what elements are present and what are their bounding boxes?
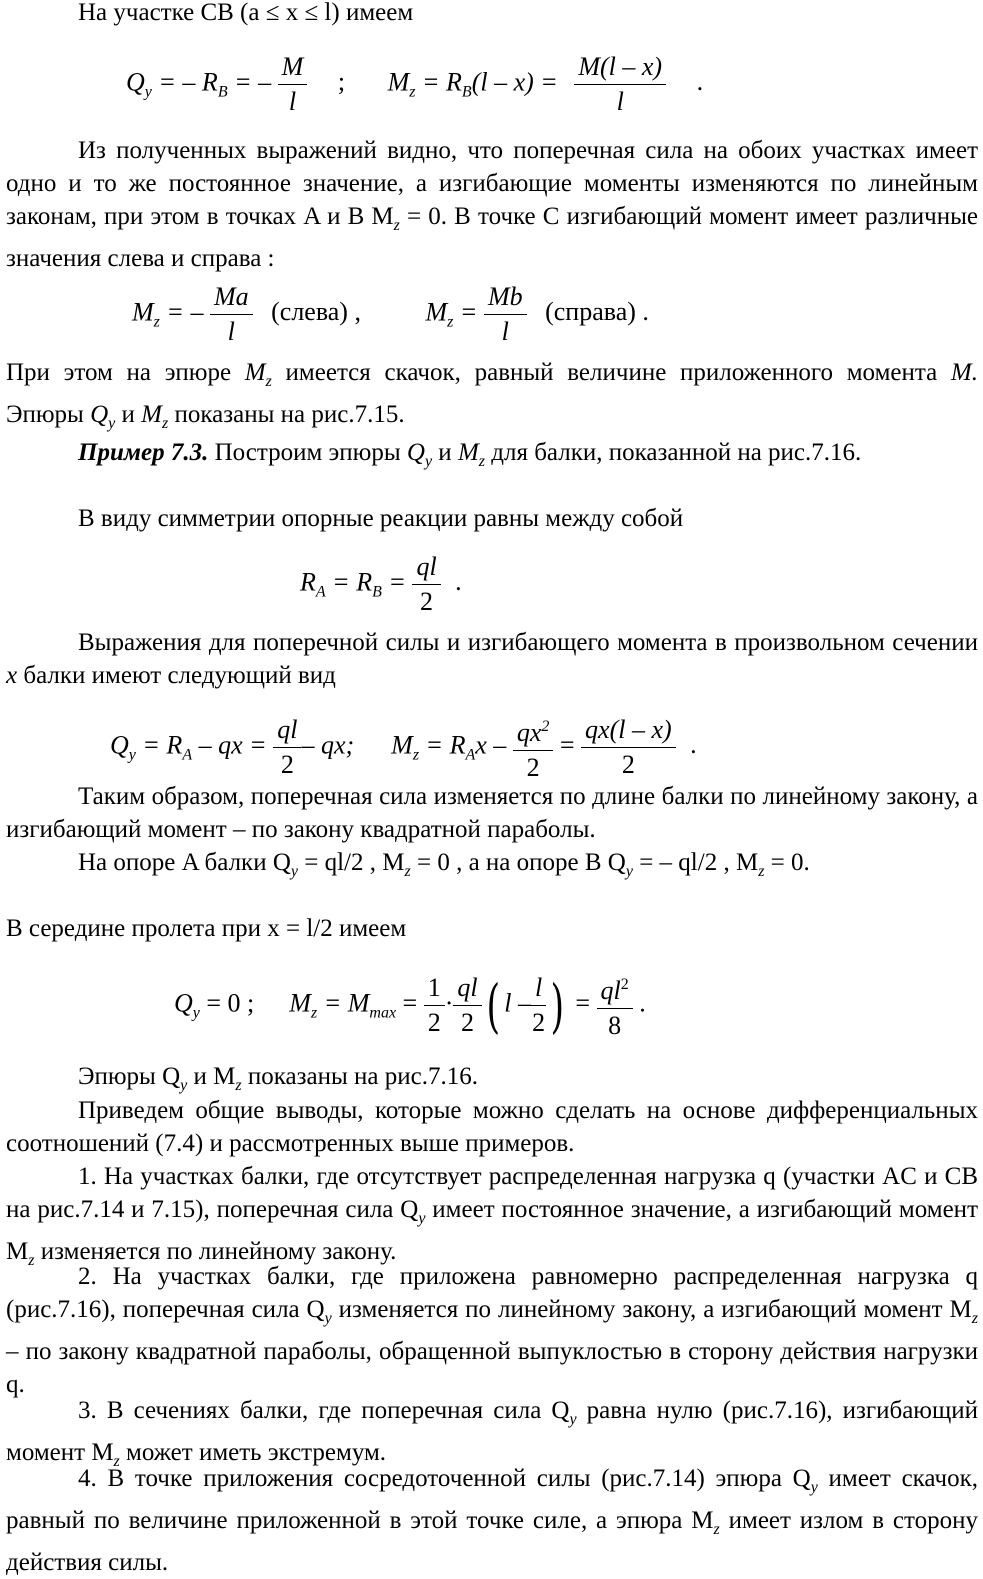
eq1-frac2-num: M(l – x) bbox=[574, 50, 666, 85]
eq4-e: x – bbox=[475, 730, 507, 760]
eq3-dot: . bbox=[455, 567, 462, 597]
item1-a: 1. На участках балки, где отсутствует распределенная нагрузка q (участки AC и CB на рис.7.14 и 7.15), поперечная сила Q bbox=[6, 1163, 978, 1223]
conclusion-item-4 bbox=[6, 1462, 978, 1579]
eq3-mid: = R bbox=[332, 567, 373, 597]
eq5-frac1 bbox=[424, 971, 445, 1040]
eq4-frac2-num bbox=[513, 710, 554, 751]
eq2-frac1-den: l bbox=[227, 317, 235, 346]
eq1-frac1-num: M bbox=[278, 50, 308, 85]
eq4-frac3 bbox=[581, 713, 676, 782]
para2-q-sub: y bbox=[108, 415, 116, 432]
para2-b: имеется скачок, равный величине приложенного момента bbox=[271, 359, 951, 386]
epure-sub: y bbox=[180, 1077, 188, 1094]
paragraph-6 bbox=[6, 1094, 978, 1160]
eq4-frac3-num: qx(l – x) bbox=[581, 713, 676, 748]
para5-b: = ql/2 , M bbox=[298, 849, 405, 876]
eq4-q: Q bbox=[110, 730, 129, 760]
para1-text: Из полученных выражений видно, что поперечная сила на обоих участках имеет одно и то же постоянное значение, а изгибающие моменты изменяются по линейным законам, при этом в точках A и B M bbox=[6, 137, 978, 230]
eq3-ra: R bbox=[300, 567, 316, 597]
para3-text: Выражения для поперечной силы и изгибающего момента в произвольном сечении bbox=[78, 629, 978, 656]
eq5-a: = 0 ; bbox=[206, 988, 255, 1018]
item4-b: имеет скачок, равный по величине приложенной в этой точке силе, а эпюра M bbox=[6, 1465, 978, 1534]
eq2-m1-sub: z bbox=[153, 313, 160, 331]
para1-sub: z bbox=[393, 217, 400, 234]
item3-b: равна нулю (рис.7.16), изгибающий момент M bbox=[6, 1397, 978, 1466]
eq5-frac2 bbox=[453, 971, 481, 1040]
paragraph-1 bbox=[6, 134, 978, 275]
midspan-text: В середине пролета при x = l/2 имеем bbox=[6, 915, 407, 942]
item2-sub: y bbox=[324, 1310, 332, 1327]
item2-b: изменяется по линейному закону, а изгибающий момент M bbox=[331, 1296, 972, 1323]
para6-text: Приведем общие выводы, которые можно сделать на основе дифференциальных соотношений (7.4) и рассмотренных выше примеров. bbox=[6, 1097, 978, 1157]
eq2-frac1 bbox=[210, 280, 253, 349]
para5-e: = 0. bbox=[764, 849, 810, 876]
eq5-frac4-sup: 2 bbox=[620, 976, 629, 993]
para2-q: Q bbox=[90, 401, 109, 428]
eq3-eq: = bbox=[388, 567, 406, 597]
paragraph-4 bbox=[6, 780, 978, 846]
epure-c: показаны на рис.7.16. bbox=[241, 1063, 478, 1090]
eq4-frac2-sup: 2 bbox=[541, 718, 550, 735]
para2-m-sub: z bbox=[265, 373, 272, 390]
eq1-rb: = – R bbox=[158, 67, 218, 97]
eq5-frac3 bbox=[531, 971, 546, 1040]
ex-c: для балки, показанной на рис.7.16. bbox=[485, 439, 862, 466]
eq5-c: = bbox=[402, 988, 418, 1018]
para3-x: x bbox=[6, 662, 18, 689]
para5-sub2: z bbox=[404, 863, 411, 880]
eq2-frac1-num: Ma bbox=[210, 280, 253, 315]
eq5-l: l – bbox=[504, 988, 531, 1018]
item2-c: – по закону квадратной параболы, обращенной выпуклостью в сторону действия нагрузки q. bbox=[6, 1338, 978, 1398]
intro-line bbox=[78, 0, 413, 29]
ex-q-sub: y bbox=[424, 453, 433, 470]
eq5-m-sub: z bbox=[310, 1004, 318, 1022]
eq2-frac2-den: l bbox=[501, 317, 509, 346]
item1-b: имеет постоянное значение, а изгибающий момент M bbox=[6, 1196, 978, 1265]
eq1-q: Q bbox=[126, 67, 145, 97]
eq2-eq1: = – bbox=[166, 297, 204, 327]
ex-m: M bbox=[457, 439, 479, 466]
eq5-q-sub: y bbox=[192, 1004, 200, 1022]
eq4-frac2 bbox=[513, 710, 554, 785]
item4-sub: y bbox=[810, 1479, 818, 1496]
para5-c: = 0 , а на опоре B Q bbox=[410, 849, 626, 876]
para2-m3-sub: z bbox=[162, 415, 169, 432]
eq4-frac1-den: 2 bbox=[280, 750, 294, 779]
item1-sub: y bbox=[418, 1210, 426, 1227]
equation-5 bbox=[174, 968, 646, 1043]
equation-3 bbox=[300, 550, 462, 619]
eq5-frac1-den: 2 bbox=[427, 1008, 441, 1037]
eq1-dot: . bbox=[696, 67, 704, 97]
eq2-right-note: (справа) . bbox=[545, 297, 649, 327]
paragraph-3 bbox=[6, 626, 978, 692]
eq2-frac2-num: Mb bbox=[484, 280, 527, 315]
eq1-rb-sub: B bbox=[217, 83, 228, 101]
example-title: Пример 7.3. bbox=[78, 439, 209, 466]
eq3-rb-sub: B bbox=[372, 583, 382, 601]
item3-a: 3. В сечениях балки, где поперечная сила Q bbox=[78, 1397, 570, 1424]
eq4-d: = R bbox=[425, 730, 466, 760]
para5-sub: y bbox=[290, 863, 298, 880]
eq5-frac2-den: 2 bbox=[461, 1008, 474, 1037]
para5-sub4: z bbox=[758, 863, 765, 880]
item4-c: имеет излом в сторону действия силы. bbox=[6, 1507, 978, 1576]
eq5-d: = bbox=[575, 988, 591, 1018]
para5-a: На опоре A балки Q bbox=[78, 849, 291, 876]
eq4-m-sub: z bbox=[412, 746, 420, 764]
para2-c: Эпюры bbox=[6, 401, 91, 428]
eq1-paren: (l – x) = bbox=[471, 67, 558, 97]
equation-2 bbox=[132, 280, 649, 349]
symmetry-line bbox=[78, 502, 683, 535]
equation-4 bbox=[110, 710, 697, 785]
eq1-m-sub: z bbox=[409, 83, 416, 101]
ex-a: Построим эпюры bbox=[208, 439, 407, 466]
eq4-frac1 bbox=[273, 713, 301, 782]
eq3-frac-den: 2 bbox=[420, 587, 434, 616]
eq4-frac2-num-text: qx bbox=[516, 718, 542, 747]
eq4-frac2-den: 2 bbox=[526, 753, 540, 782]
eq4-b: – qx = bbox=[198, 730, 267, 760]
eq1-frac1 bbox=[278, 50, 308, 119]
item2-sub2: z bbox=[971, 1310, 978, 1327]
epure-b: и M bbox=[187, 1063, 236, 1090]
eq1-q-sub: y bbox=[144, 83, 152, 101]
eq1-frac2-den: l bbox=[616, 87, 624, 116]
eq5-rparen: ) bbox=[550, 971, 565, 1040]
epure-a: Эпюры Q bbox=[78, 1063, 181, 1090]
eq1-rb2-sub: B bbox=[461, 83, 472, 101]
eq4-ra2-sub: A bbox=[465, 746, 476, 764]
symmetry-text: В виду симметрии опорные реакции равны между собой bbox=[78, 505, 684, 532]
eq5-frac2-num: ql bbox=[453, 971, 481, 1006]
eq1-m: M bbox=[387, 67, 410, 97]
midspan-line bbox=[6, 912, 406, 945]
item4-a: 4. В точке приложения сосредоточенной силы (рис.7.14) эпюра Q bbox=[78, 1465, 811, 1492]
equation-1 bbox=[126, 50, 703, 119]
item1-sub2: z bbox=[28, 1252, 35, 1269]
eq1-m-mid: = R bbox=[421, 67, 462, 97]
eq5-dotop: · bbox=[444, 988, 454, 1018]
para2-m3: M bbox=[141, 401, 162, 428]
eq5-max-sub: max bbox=[369, 1004, 397, 1022]
eq2-m2: M bbox=[425, 297, 448, 327]
eq4-q-sub: y bbox=[128, 746, 136, 764]
eq5-b: = M bbox=[323, 988, 370, 1018]
eq5-m: M bbox=[289, 988, 311, 1018]
para2-a: При этом на эпюре bbox=[6, 359, 245, 386]
eq4-c: – qx; bbox=[301, 730, 355, 760]
eq1-frac1-den: l bbox=[288, 87, 297, 116]
eq3-frac bbox=[412, 550, 440, 619]
eq5-frac4 bbox=[597, 968, 633, 1043]
para5-d: = – ql/2 , M bbox=[632, 849, 759, 876]
eq2-m2-sub: z bbox=[447, 313, 454, 331]
eq5-frac4-num bbox=[597, 968, 633, 1009]
para2-m2: M. bbox=[950, 359, 978, 386]
eq1-minus: = – bbox=[234, 67, 272, 97]
eq5-dot: . bbox=[639, 988, 646, 1018]
eq5-q: Q bbox=[174, 988, 193, 1018]
eq4-frac3-den: 2 bbox=[621, 750, 635, 779]
para2-d: и bbox=[115, 401, 142, 428]
paragraph-5 bbox=[78, 846, 810, 888]
example-paragraph bbox=[6, 436, 978, 478]
item3-sub2: z bbox=[113, 1453, 120, 1470]
eq1-sep: ; bbox=[337, 67, 346, 97]
eq5-frac3-den: 2 bbox=[532, 1008, 546, 1037]
para5-sub3: y bbox=[625, 863, 633, 880]
eq3-frac-num: ql bbox=[412, 550, 440, 585]
conclusion-item-2 bbox=[6, 1260, 978, 1401]
eq5-frac4-den: 8 bbox=[608, 1011, 622, 1040]
eq4-g: = bbox=[559, 730, 575, 760]
item4-sub2: z bbox=[713, 1521, 720, 1538]
eq5-lparen: ( bbox=[486, 971, 500, 1040]
ex-q: Q bbox=[406, 439, 425, 466]
eq5-frac3-num: l bbox=[531, 971, 546, 1006]
para2-e: показаны на рис.7.15. bbox=[168, 401, 405, 428]
item3-sub: y bbox=[569, 1411, 577, 1428]
eq4-frac1-num: ql bbox=[273, 713, 301, 748]
eq4-ra-sub: A bbox=[182, 746, 193, 764]
eq3-ra-sub: A bbox=[315, 583, 326, 601]
para2-m: M bbox=[244, 359, 266, 386]
ex-m-sub: z bbox=[478, 453, 485, 470]
eq2-frac2 bbox=[484, 280, 527, 349]
para1-tail: = 0. В точке C изгибающий момент имеет различные значения слева и справа : bbox=[6, 203, 978, 272]
eq4-m: M bbox=[391, 730, 413, 760]
intro-text: На участке CB (a ≤ x ≤ l) имеем bbox=[78, 0, 414, 26]
item1-c: изменяется по линейному закону. bbox=[34, 1238, 397, 1265]
eq2-eq2: = bbox=[459, 297, 478, 327]
item2-a: 2. На участках балки, где приложена равномерно распределенная нагрузка q (рис.7.16), поперечная сила Q bbox=[6, 1263, 978, 1323]
eq2-left-note: (слева) , bbox=[271, 297, 361, 327]
item3-c: может иметь экстремум. bbox=[119, 1439, 387, 1466]
epure-sub2: z bbox=[235, 1077, 242, 1094]
ex-b: и bbox=[432, 439, 458, 466]
para3-tail: балки имеют следующий вид bbox=[17, 662, 336, 689]
para4-text: Таким образом, поперечная сила изменяется по длине балки по линейному закону, а изгибающий момент – по закону квадратной параболы. bbox=[6, 783, 978, 843]
eq2-m1: M bbox=[132, 297, 154, 327]
eq5-frac4-num-text: ql bbox=[600, 976, 621, 1005]
eq5-frac1-num: 1 bbox=[424, 971, 445, 1006]
eq1-frac2 bbox=[574, 50, 666, 119]
eq4-a: = R bbox=[142, 730, 183, 760]
eq4-dot: . bbox=[690, 730, 697, 760]
paragraph-2 bbox=[6, 356, 978, 440]
